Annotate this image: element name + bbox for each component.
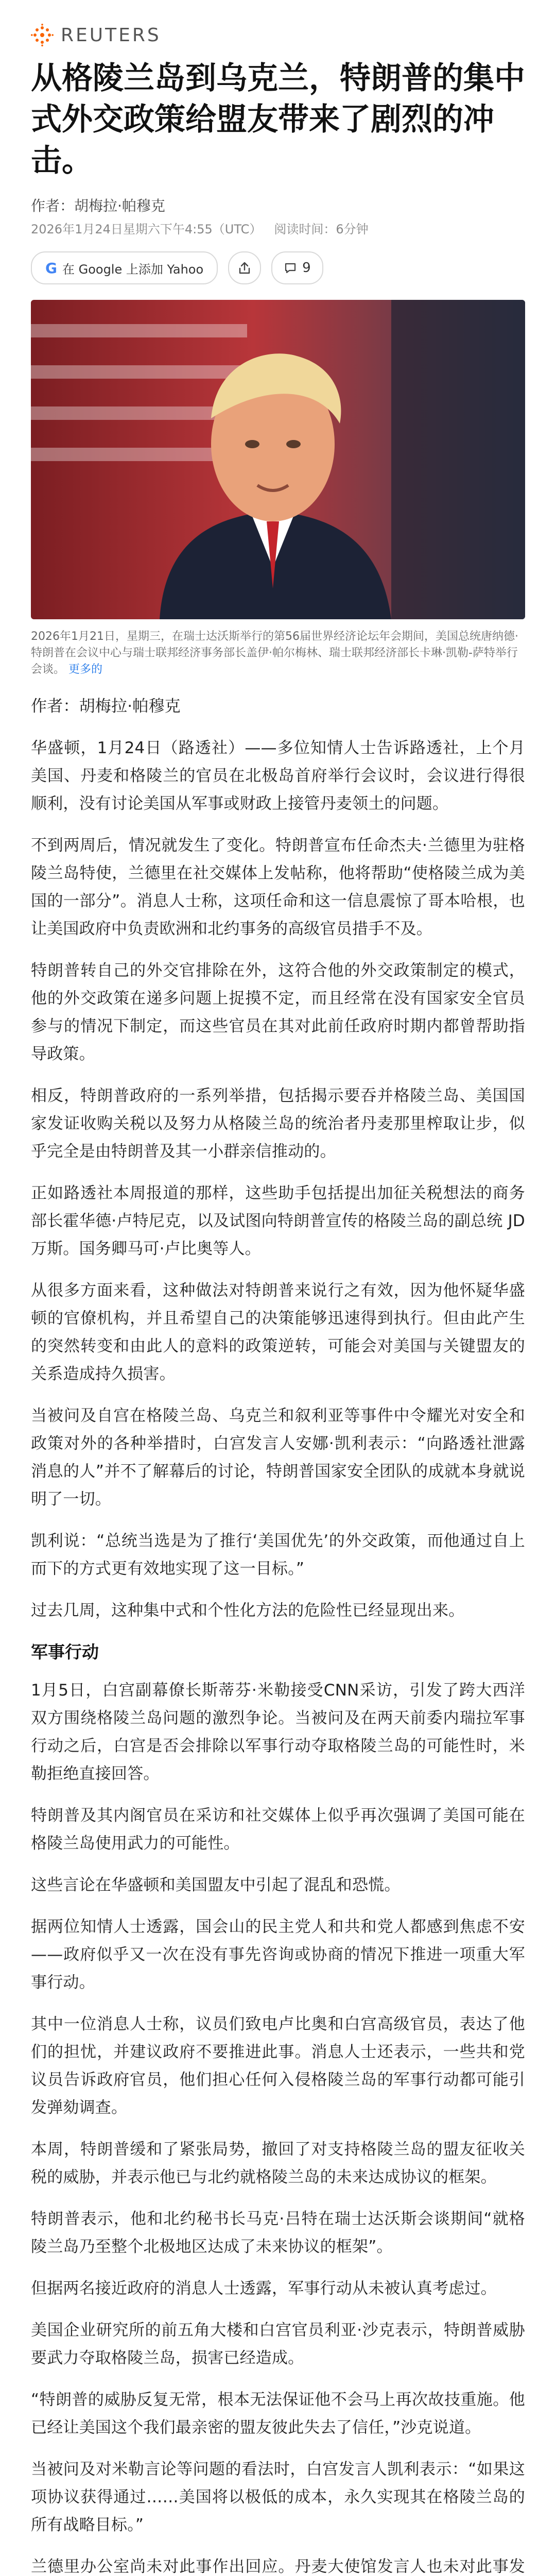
paragraph: 特朗普及其内阁官员在采访和社交媒体上似乎再次强调了美国可能在格陵兰岛使用武力的可能性。 [31, 1806, 525, 1853]
paragraph: 其中一位消息人士称，议员们致电卢比奥和白宫高级官员，表达了他们的担忧，并建议政府不要推进此事。消息人士还表示，一些共和党议员告诉政府官员，他们担心任何入侵格陵兰岛的军事行动都可能引发弹劾调查。 [31, 2015, 525, 2117]
paragraph: 当被问及对米勒言论等问题的看法时，白宫发言人凯利表示：“如果这项协议获得通过……美国将以极低的成本，永久实现其在格陵兰岛的所有战略目标。” [31, 2460, 525, 2534]
paragraph: 从很多方面来看，这种做法对特朗普来说行之有效，因为他怀疑华盛顿的官僚机构，并且希望自己的决策能够迅速得到执行。但由此产生的突然转变和由此人的意料的政策逆转，可能会对美国与关键盟友的关系造成持久损害。 [31, 1281, 525, 1383]
body-author: 作者：胡梅拉·帕穆克 [31, 697, 181, 716]
read-time: 阅读时间：6分钟 [274, 222, 369, 236]
paragraph: “特朗普的威胁反复无常，根本无法保证他不会马上再次故技重施。他已经让美国这个我们最亲密的盟友彼此失去了信任，”沙克说道。 [31, 2391, 525, 2437]
photo-caption [31, 629, 525, 678]
section-heading-military: 军事行动 [31, 1642, 99, 1662]
share-icon [238, 261, 251, 275]
paragraph: 美国企业研究所的前五角大楼和白宫官员利亚·沙克表示，特朗普威胁要武力夺取格陵兰岛，损害已经造成。 [31, 2321, 525, 2367]
comments-count: 9 [302, 260, 311, 276]
paragraph: 这些言论在华盛顿和美国盟友中引起了混乱和恐慌。 [31, 1876, 401, 1894]
add-google-label: 在 Google 上添加 Yahoo [62, 262, 204, 277]
paragraph: 过去几周，这种集中式和个性化方法的危险性已经显现出来。 [31, 1601, 465, 1620]
paragraph: 但据两名接近政府的消息人士透露，军事行动从未被认真考虑过。 [31, 2279, 497, 2298]
photo-illustration [31, 300, 525, 619]
paragraph: 当被问及自宫在格陵兰岛、乌克兰和叙利亚等事件中令耀光对安全和政策对外的各种举措时，白宫发言人安娜·凯利表示：“向路透社泄露消息的人”并不了解幕后的讨论，特朗普国家安全团队的成就本身就说明了一切。 [31, 1406, 525, 1509]
article-headline: 从格陵兰岛到乌克兰，特朗普的集中式外交政策给盟友带来了剧烈的冲击。 [31, 60, 525, 179]
brand-header [31, 21, 525, 49]
paragraph: 正如路透社本周报道的那样，这些助手包括提出加征关税想法的商务部长霍华德·卢特尼克，以及试图向特朗普宣传的格陵兰岛的副总统 JD 万斯。国务卿马可·卢比奥等人。 [31, 1184, 525, 1258]
author-line: 作者：胡梅拉·帕穆克 [31, 197, 165, 214]
google-icon: G [45, 259, 57, 277]
paragraph: 相反，特朗普政府的一系列举措，包括揭示要吞并格陵兰岛、美国国家发证收购关税以及努力从格陵兰岛的统治者丹麦那里榨取让步，似乎完全是由特朗普及其一小群亲信推动的。 [31, 1087, 525, 1161]
comment-icon [284, 261, 297, 275]
paragraph: 兰德里办公室尚未对此事作出回应。丹麦大使馆发言人也未对此事发 [31, 2557, 525, 2576]
paragraph: 据两位知情人士透露，国会山的民主党人和共和党人都感到焦虑不安——政府似乎又一次在没有事先咨询或协商的情况下推进一项重大军事行动。 [31, 1918, 525, 1992]
article-actions [31, 251, 525, 284]
comments-button[interactable] [271, 251, 323, 284]
add-google-button[interactable] [31, 251, 218, 284]
paragraph: 不到两周后，情况就发生了变化。特朗普宣布任命杰夫·兰德里为驻格陵兰岛特使，兰德里在社交媒体上发帖称，他将帮助“使格陵兰成为美国的一部分”。消息人士称，这项任命和这一信息震惊了哥本哈根，也让美国政府中负责欧洲和北约事务的高级官员措手不及。 [31, 836, 525, 938]
paragraph: 1月5日，白宫副幕僚长斯蒂芬·米勒接受CNN采访，引发了跨大西洋双方围绕格陵兰岛问题的激烈争论。当被问及在两天前委内瑞拉军事行动之后，白宫是否会排除以军事行动夺取格陵兰岛的可能性时，米勒拒绝直接回答。 [31, 1681, 525, 1783]
caption-more-link[interactable]: 更多的 [68, 663, 103, 676]
publish-date: 2026年1月24日星期六下午4:55（UTC） [31, 222, 262, 236]
article-meta [31, 221, 525, 238]
brand-name: REUTERS [61, 24, 161, 46]
article-body [31, 692, 525, 2576]
share-button[interactable] [228, 251, 261, 284]
paragraph: 本周，特朗普缓和了紧张局势，撤回了对支持格陵兰岛的盟友征收关税的威胁，并表示他已与北约就格陵兰岛的未来达成协议的框架。 [31, 2140, 525, 2187]
reuters-logo-icon [31, 24, 54, 46]
paragraph: 特朗普转自己的外交官排除在外，这符合他的外交政策制定的模式，他的外交政策在递多问题上捉摸不定，而且经常在没有国家安全官员参与的情况下制定，而这些官员在其对此前任政府时期内都曾帮助指导政策。 [31, 961, 525, 1063]
caption-text: 2026年1月21日，星期三，在瑞士达沃斯举行的第56届世界经济论坛年会期间，美国总统唐纳德·特朗普在会议中心与瑞士联邦经济事务部长盖伊·帕尔梅林、瑞士联邦经济部长卡琳·凯勒-萨特举行会谈。 [31, 630, 518, 676]
paragraph: 华盛顿，1月24日（路透社）——多位知情人士告诉路透社，上个月美国、丹麦和格陵兰的官员在北极岛首府举行会议时，会议进行得很顺利，没有讨论美国从军事或财政上接管丹麦领土的问题。 [31, 739, 525, 813]
article-photo[interactable] [31, 300, 525, 619]
paragraph: 特朗普表示，他和北约秘书长马克·吕特在瑞士达沃斯会谈期间“就格陵兰岛乃至整个北极地区达成了未来协议的框架”。 [31, 2210, 525, 2256]
paragraph: 凯利说：“总统当选是为了推行‘美国优先’的外交政策，而他通过自上而下的方式更有效地实现了这一目标。” [31, 1532, 525, 1578]
